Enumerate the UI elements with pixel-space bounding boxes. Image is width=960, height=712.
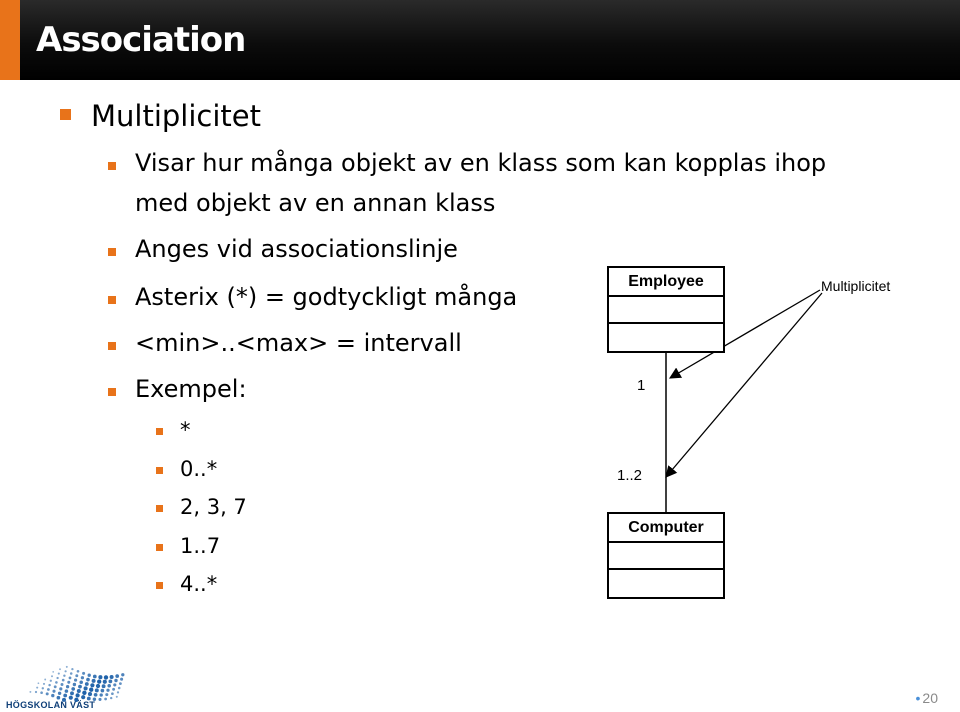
uml-attributes-compartment	[609, 543, 723, 570]
bullet-text: 2, 3, 7	[180, 495, 247, 519]
uml-operations-compartment	[609, 324, 723, 350]
uml-class-employee	[607, 266, 725, 353]
bullet-text: Asterix (*) = godtyckligt många	[135, 283, 518, 311]
annotation-label: Multiplicitet	[821, 278, 891, 294]
logo-text: HÖGSKOLAN VÄST	[6, 700, 96, 710]
bullet-text: 0..*	[180, 457, 218, 481]
bullet-text: 4..*	[180, 572, 218, 596]
bullet-text: Anges vid associationslinje	[135, 235, 458, 263]
bullet-text: <min>..<max> = intervall	[135, 329, 462, 357]
multiplicity-label-bottom: 1..2	[617, 467, 643, 484]
bullet-text: Exempel:	[135, 375, 247, 403]
page-bullet-icon: •	[915, 690, 921, 706]
uml-attributes-compartment	[609, 297, 723, 324]
bullet-text: med objekt av en annan klass	[135, 189, 496, 217]
bullet-text: Visar hur många objekt av en klass som kan kopplas ihop	[135, 149, 827, 177]
uml-class-computer	[607, 512, 725, 599]
bullet-text: Multiplicitet	[91, 99, 261, 133]
slide-title: Association	[36, 20, 246, 60]
uml-class-name: Employee	[609, 268, 723, 297]
multiplicity-label-top: 1	[637, 377, 646, 394]
uml-class-name: Computer	[609, 514, 723, 543]
bullet-text: 1..7	[180, 534, 221, 558]
bullet-text: *	[180, 418, 191, 442]
page-number-text: 20	[922, 690, 938, 706]
page-number	[916, 690, 938, 706]
uml-operations-compartment	[609, 570, 723, 596]
